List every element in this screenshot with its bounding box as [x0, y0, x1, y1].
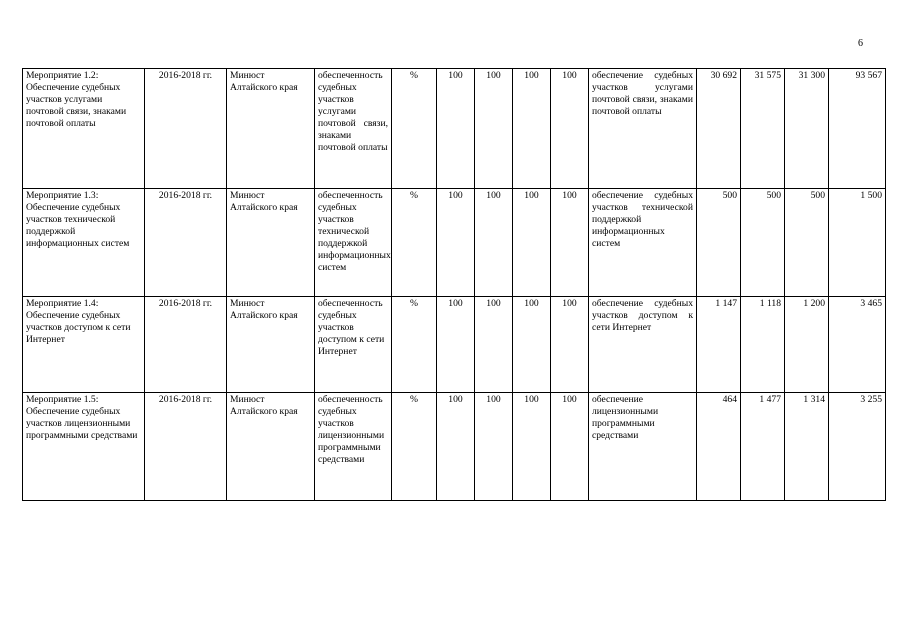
value-cell: 100	[475, 297, 513, 393]
finance-total-cell: 93 567	[829, 69, 886, 189]
result-cell: обеспечение лицензионными программными средствами	[589, 393, 697, 501]
page-number: 6	[858, 38, 863, 49]
period-cell: 2016-2018 гг.	[145, 393, 227, 501]
unit-cell: %	[392, 189, 437, 297]
result-cell: обеспечение судебных участков услугами почтовой связи, знаками почтовой оплаты	[589, 69, 697, 189]
period-cell: 2016-2018 гг.	[145, 297, 227, 393]
unit-cell: %	[392, 69, 437, 189]
finance-cell: 500	[697, 189, 741, 297]
value-cell: 100	[437, 189, 475, 297]
finance-cell: 31 575	[741, 69, 785, 189]
finance-total-cell: 3 255	[829, 393, 886, 501]
value-cell: 100	[513, 189, 551, 297]
executor-cell: Минюст Алтайского края	[227, 189, 315, 297]
value-cell: 100	[437, 69, 475, 189]
finance-cell: 464	[697, 393, 741, 501]
period-cell: 2016-2018 гг.	[145, 69, 227, 189]
table-row	[23, 69, 886, 189]
event-cell: Мероприятие 1.3: Обеспечение судебных участков технической поддержкой информационных систем	[23, 189, 145, 297]
table-row	[23, 297, 886, 393]
value-cell: 100	[475, 393, 513, 501]
value-cell: 100	[513, 69, 551, 189]
indicator-cell: обеспеченность судебных участков технической поддержкой информационных систем	[315, 189, 392, 297]
event-cell: Мероприятие 1.2: Обеспечение судебных участков услугами почтовой связи, знаками почтовой оплаты	[23, 69, 145, 189]
executor-cell: Минюст Алтайского края	[227, 69, 315, 189]
value-cell: 100	[475, 69, 513, 189]
finance-total-cell: 3 465	[829, 297, 886, 393]
finance-cell: 1 147	[697, 297, 741, 393]
event-cell: Мероприятие 1.5: Обеспечение судебных участков лицензионными программными средствами	[23, 393, 145, 501]
value-cell: 100	[513, 393, 551, 501]
table-row	[23, 393, 886, 501]
period-cell: 2016-2018 гг.	[145, 189, 227, 297]
result-cell: обеспечение судебных участков технической поддержкой информационных систем	[589, 189, 697, 297]
result-cell: обеспечение судебных участков доступом к сети Интернет	[589, 297, 697, 393]
unit-cell: %	[392, 393, 437, 501]
finance-cell: 500	[785, 189, 829, 297]
value-cell: 100	[513, 297, 551, 393]
unit-cell: %	[392, 297, 437, 393]
executor-cell: Минюст Алтайского края	[227, 393, 315, 501]
finance-cell: 500	[741, 189, 785, 297]
finance-cell: 31 300	[785, 69, 829, 189]
value-cell: 100	[475, 189, 513, 297]
executor-cell: Минюст Алтайского края	[227, 297, 315, 393]
value-cell: 100	[551, 69, 589, 189]
value-cell: 100	[437, 393, 475, 501]
finance-cell: 30 692	[697, 69, 741, 189]
finance-cell: 1 314	[785, 393, 829, 501]
value-cell: 100	[437, 297, 475, 393]
value-cell: 100	[551, 393, 589, 501]
finance-total-cell: 1 500	[829, 189, 886, 297]
event-cell: Мероприятие 1.4: Обеспечение судебных участков доступом к сети Интернет	[23, 297, 145, 393]
value-cell: 100	[551, 189, 589, 297]
finance-cell: 1 477	[741, 393, 785, 501]
table-row	[23, 189, 886, 297]
indicator-cell: обеспеченность судебных участков услугами почтовой связи, знаками почтовой оплаты	[315, 69, 392, 189]
finance-cell: 1 118	[741, 297, 785, 393]
program-events-table	[22, 68, 886, 501]
indicator-cell: обеспеченность судебных участков доступом к сети Интернет	[315, 297, 392, 393]
finance-cell: 1 200	[785, 297, 829, 393]
indicator-cell: обеспеченность судебных участков лицензионными программными средствами	[315, 393, 392, 501]
value-cell: 100	[551, 297, 589, 393]
